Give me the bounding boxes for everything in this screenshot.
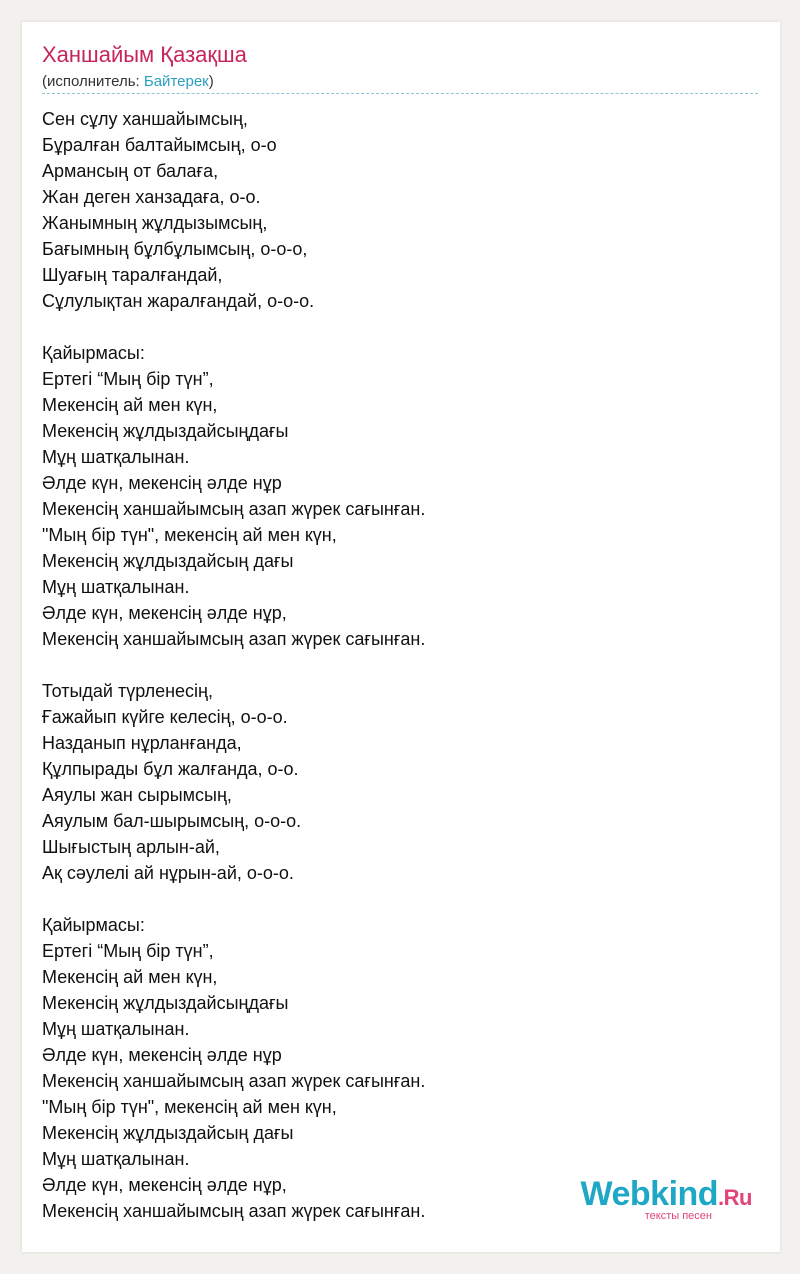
lyrics-text	[42, 106, 425, 1224]
lyric-line: Шығыстың арлын-ай,	[42, 837, 220, 857]
lyric-line: Мұң шатқалынан.	[42, 447, 190, 467]
lyric-line: Аяулым бал-шырымсың, о-о-о.	[42, 811, 302, 831]
logo-name: Webkind	[580, 1175, 719, 1213]
lyric-line: Құлпырады бұл жалғанда, о-о.	[42, 759, 299, 779]
artist-prefix: (исполнитель:	[42, 73, 144, 90]
lyric-line: Мекенсің жұлдыздайсыңдағы	[42, 421, 289, 441]
lyric-line: Сұлулықтан жаралғандай, о-о-о.	[42, 291, 315, 311]
lyric-line: Мекенсің ханшайымсың азап жүрек сағынған.	[42, 1201, 426, 1221]
stanza-break	[42, 314, 425, 340]
artist-meta	[42, 73, 214, 90]
artist-link[interactable]: Байтерек	[143, 73, 209, 90]
lyric-line: "Мың бір түн", мекенсің ай мен күн,	[42, 1097, 337, 1117]
lyric-line: Мұң шатқалынан.	[42, 1019, 190, 1039]
lyric-line: Әлде күн, мекенсің әлде нұр	[42, 473, 282, 493]
lyric-line: Жан деген ханзадаға, о-о.	[42, 187, 261, 207]
logo-tld: .Ru	[718, 1185, 752, 1210]
site-logo[interactable]	[581, 1176, 753, 1222]
lyric-line: Мұң шатқалынан.	[42, 577, 190, 597]
lyric-line: Мекенсің ханшайымсың азап жүрек сағынған.	[42, 629, 426, 649]
lyric-line: Назданып нұрланғанда,	[42, 733, 242, 753]
lyric-line: Бұралған балтайымсың, о-о	[42, 135, 277, 155]
lyric-line: Ақ сәулелі ай нұрын-ай, о-о-о.	[42, 863, 294, 883]
lyric-line: Әлде күн, мекенсің әлде нұр,	[42, 1175, 287, 1195]
lyric-line: Қайырмасы:	[42, 915, 145, 935]
lyric-line: Әлде күн, мекенсің әлде нұр,	[42, 603, 287, 623]
header-divider	[42, 93, 758, 94]
stanza-break	[42, 652, 425, 678]
lyric-line: Әлде күн, мекенсің әлде нұр	[42, 1045, 282, 1065]
lyric-line: Ертегі “Мың бір түн”,	[42, 369, 214, 389]
lyric-line: Сен сұлу ханшайымсың,	[42, 109, 248, 129]
lyric-line: Қайырмасы:	[42, 343, 145, 363]
lyric-line: Мекенсің ханшайымсың азап жүрек сағынған.	[42, 1071, 426, 1091]
lyrics-card	[22, 22, 780, 1252]
lyric-line: Мекенсің ай мен күн,	[42, 395, 218, 415]
lyric-line: Жанымның жұлдызымсың,	[42, 213, 268, 233]
logo-tagline: тексты песен	[644, 1210, 712, 1222]
lyric-line: Мекенсің жұлдыздайсың дағы	[42, 1123, 294, 1143]
song-title: Ханшайым Қазақша	[42, 42, 247, 67]
artist-suffix: )	[208, 73, 214, 90]
lyric-line: Мекенсің ханшайымсың азап жүрек сағынған.	[42, 499, 426, 519]
lyric-line: "Мың бір түн", мекенсің ай мен күн,	[42, 525, 337, 545]
lyric-line: Мекенсің ай мен күн,	[42, 967, 218, 987]
lyric-line: Бағымның бұлбұлымсың, о-о-о,	[42, 239, 308, 259]
lyric-line: Ғажайып күйге келесің, о-о-о.	[42, 707, 288, 727]
lyric-line: Мекенсің жұлдыздайсыңдағы	[42, 993, 289, 1013]
lyric-line: Ертегі “Мың бір түн”,	[42, 941, 214, 961]
stanza-break	[42, 886, 425, 912]
lyric-line: Мекенсің жұлдыздайсың дағы	[42, 551, 294, 571]
lyric-line: Тотыдай түрленесің,	[42, 681, 213, 701]
lyric-line: Шуағың таралғандай,	[42, 265, 223, 285]
lyric-line: Аяулы жан сырымсың,	[42, 785, 232, 805]
lyric-line: Армансың от балаға,	[42, 161, 219, 181]
lyric-line: Мұң шатқалынан.	[42, 1149, 190, 1169]
